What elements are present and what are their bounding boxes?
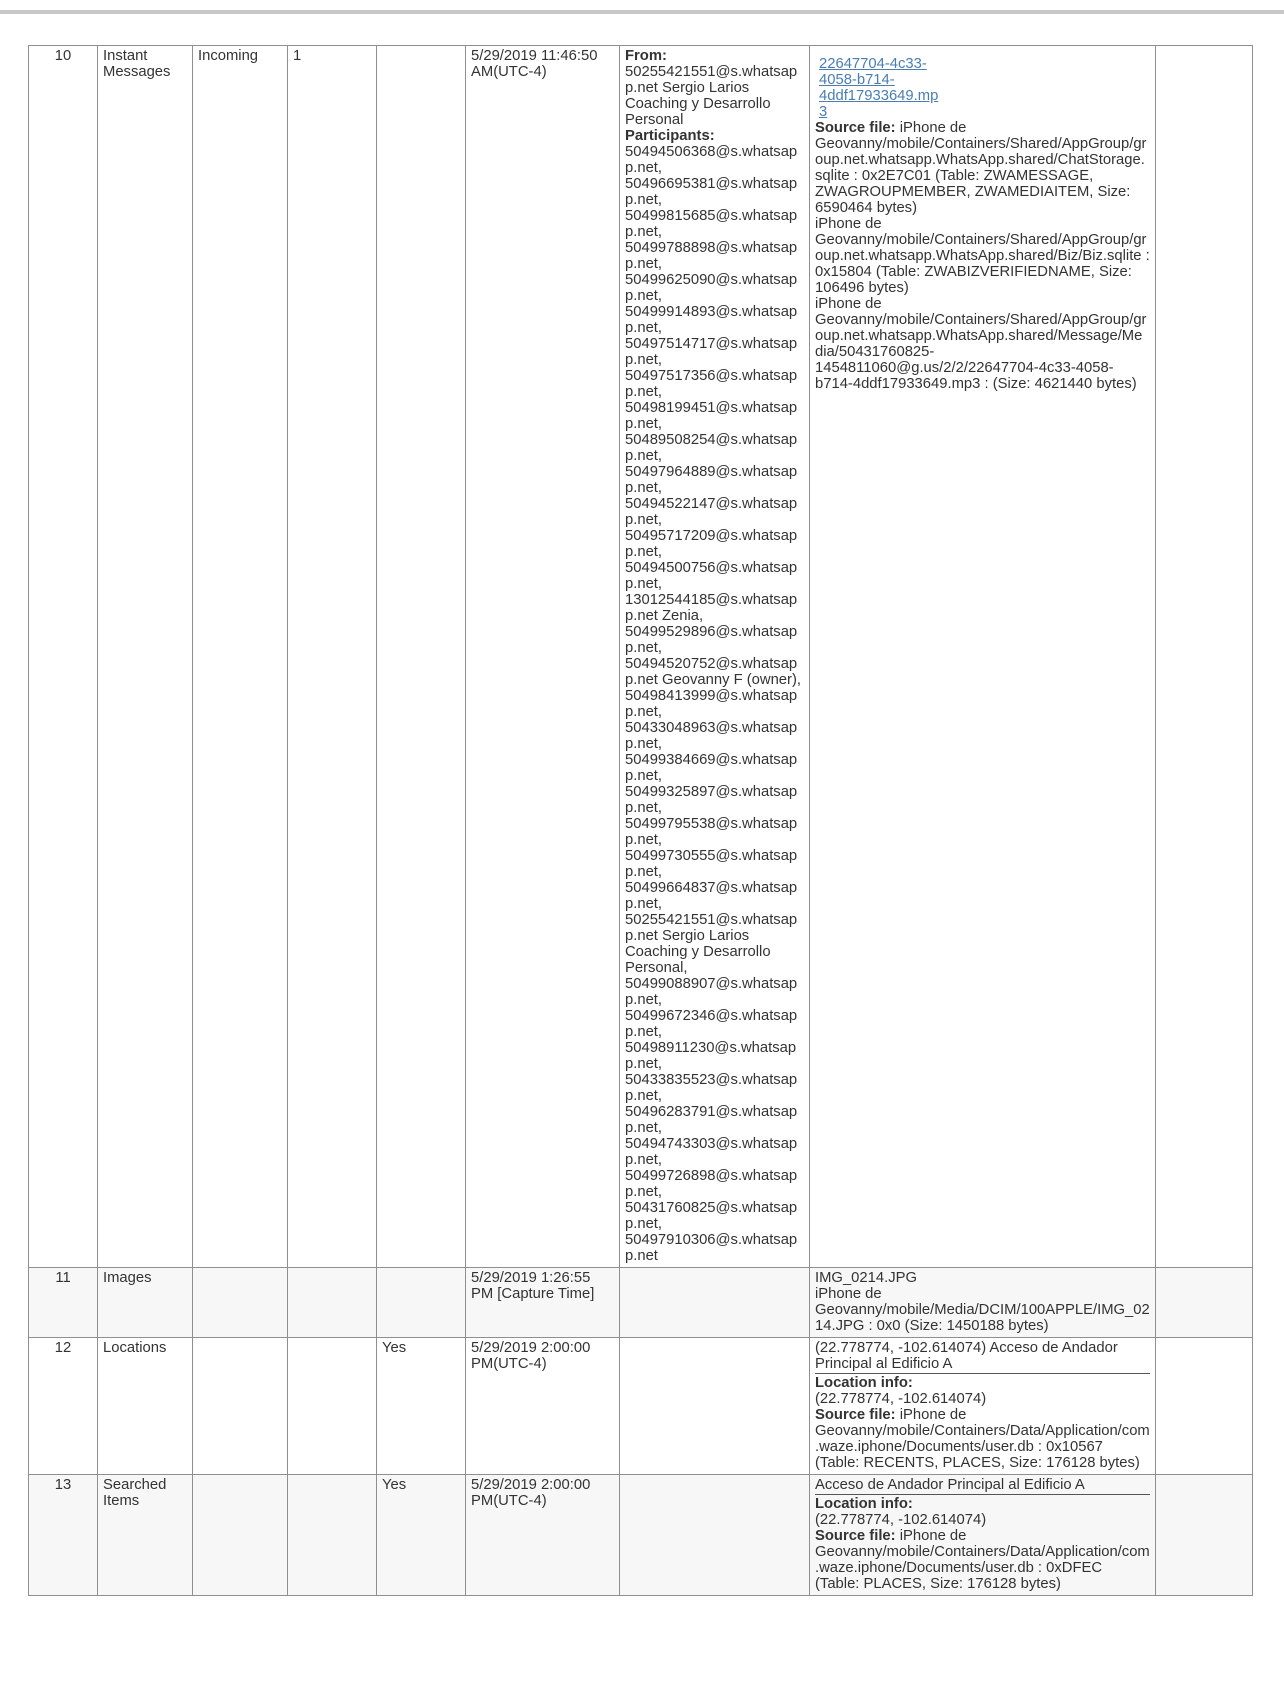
from-value: 50255421551@s.whatsapp.net Sergio Larios Coaching y Desarrollo Personal [625,64,798,128]
report-table [28,45,1253,1596]
row-flag: Yes [377,1338,466,1475]
row-number: 11 [29,1268,98,1338]
attachment-link[interactable]: 22647704-4c33-4058-b714-4ddf17933649.mp3 [819,56,939,120]
row-extra [1156,1338,1253,1475]
row-category: Instant Messages [98,46,193,1268]
row-number: 12 [29,1338,98,1475]
from-label: From: [625,48,667,64]
location-info-label: Location info: [815,1496,913,1512]
participants-value: 50494506368@s.whatsapp.net, 50496695381@s.whatsapp.net, 50499815685@s.whatsapp.net, 50499788898@s.whatsapp.net, 50499625090@s.whatsapp.net, 50499914893@s.whatsapp.net, 50497514717@s.whatsapp.net, 50497517356@s.whatsapp.net, 50498199451@s.whatsapp.net, 50489508254@s.whatsapp.net, 50497964889@s.whatsapp.net, 50494522147@s.whatsapp.net, 50495717209@s.whatsapp.net, 50494500756@s.whatsapp.net, 13012544185@s.whatsapp.net Zenia, 50499529896@s.whatsapp.net, 50494520752@s.whatsapp.net Geovanny F (owner), 50498413999@s.whatsapp.net, 50433048963@s.whatsapp.net, 50499384669@s.whatsapp.net, 50499325897@s.whatsapp.net, 50499795538@s.whatsapp.net, 50499730555@s.whatsapp.net, 50499664837@s.whatsapp.net, 50255421551@s.whatsapp.net Sergio Larios Coaching y Desarrollo Personal, 50499088907@s.whatsapp.net, 50499672346@s.whatsapp.net, 50498911230@s.whatsapp.net, 50433835523@s.whatsapp.net, 50496283791@s.whatsapp.net, 50494743303@s.whatsapp.net, 50499726898@s.whatsapp.net, 50431760825@s.whatsapp.net, 50497910306@s.whatsapp.net [625,144,802,1264]
row-count [288,1475,377,1596]
table-row [29,1268,1253,1338]
row-count [288,1268,377,1338]
row-timestamp: 5/29/2019 2:00:00 PM(UTC-4) [466,1338,620,1475]
source-file-label: Source file: [815,1528,896,1544]
source-file-value-2: iPhone de Geovanny/mobile/Containers/Shared/AppGroup/group.net.whatsapp.WhatsApp.shared/Biz/Biz.sqlite : 0x15804 (Table: ZWABIZVERIFIEDNAME, Size: 106496 bytes) [815,216,1150,296]
row-details [810,46,1156,1268]
row-details [810,1475,1156,1596]
source-file-value: iPhone de Geovanny/mobile/Containers/Data/Application/com.waze.iphone/Documents/user.db : 0x10567 (Table: RECENTS, PLACES, Size: 176128 bytes) [815,1407,1150,1471]
row-summary [620,1475,810,1596]
row-direction [193,1268,288,1338]
row-summary [620,1268,810,1338]
row-timestamp: 5/29/2019 1:26:55 PM [Capture Time] [466,1268,620,1338]
table-row [29,1338,1253,1475]
table-row [29,1475,1253,1596]
location-info-value: (22.778774, -102.614074) [815,1512,987,1528]
row-summary [620,1338,810,1475]
row-count: 1 [288,46,377,1268]
location-info-label: Location info: [815,1375,913,1391]
image-file-name: IMG_0214.JPG [815,1270,917,1286]
row-timestamp: 5/29/2019 11:46:50 AM(UTC-4) [466,46,620,1268]
row-category: Images [98,1268,193,1338]
row-direction: Incoming [193,46,288,1268]
row-category: Searched Items [98,1475,193,1596]
location-title: (22.778774, -102.614074) Acceso de Andador Principal al Edificio A [815,1340,1150,1374]
row-number: 10 [29,46,98,1268]
row-extra [1156,1268,1253,1338]
row-number: 13 [29,1475,98,1596]
row-timestamp: 5/29/2019 2:00:00 PM(UTC-4) [466,1475,620,1596]
row-flag [377,46,466,1268]
row-count [288,1338,377,1475]
row-flag [377,1268,466,1338]
source-file-label: Source file: [815,1407,896,1423]
row-details [810,1338,1156,1475]
table-row [29,46,1253,1268]
row-extra [1156,46,1253,1268]
searched-title: Acceso de Andador Principal al Edificio A [815,1477,1150,1495]
image-file-path: iPhone de Geovanny/mobile/Media/DCIM/100APPLE/IMG_0214.JPG : 0x0 (Size: 1450188 bytes) [815,1286,1150,1334]
source-file-value: iPhone de Geovanny/mobile/Containers/Data/Application/com.waze.iphone/Documents/user.db : 0xDFEC (Table: PLACES, Size: 176128 bytes) [815,1528,1150,1592]
location-info-value: (22.778774, -102.614074) [815,1391,987,1407]
source-file-label: Source file: [815,120,896,136]
row-extra [1156,1475,1253,1596]
row-flag: Yes [377,1475,466,1596]
participants-label: Participants: [625,128,715,144]
row-category: Locations [98,1338,193,1475]
page-top-divider [0,10,1284,14]
source-file-value-1: iPhone de Geovanny/mobile/Containers/Shared/AppGroup/group.net.whatsapp.WhatsApp.shared/ChatStorage.sqlite : 0x2E7C01 (Table: ZWAMESSAGE, ZWAGROUPMEMBER, ZWAMEDIAITEM, Size: 6590464 bytes) [815,120,1147,216]
row-summary [620,46,810,1268]
row-direction [193,1475,288,1596]
row-direction [193,1338,288,1475]
row-details [810,1268,1156,1338]
source-file-value-3: iPhone de Geovanny/mobile/Containers/Shared/AppGroup/group.net.whatsapp.WhatsApp.shared/Message/Media/50431760825-1454811060@g.us/2/2/22647704-4c33-4058-b714-4ddf17933649.mp3 : (Size: 4621440 bytes) [815,296,1147,392]
